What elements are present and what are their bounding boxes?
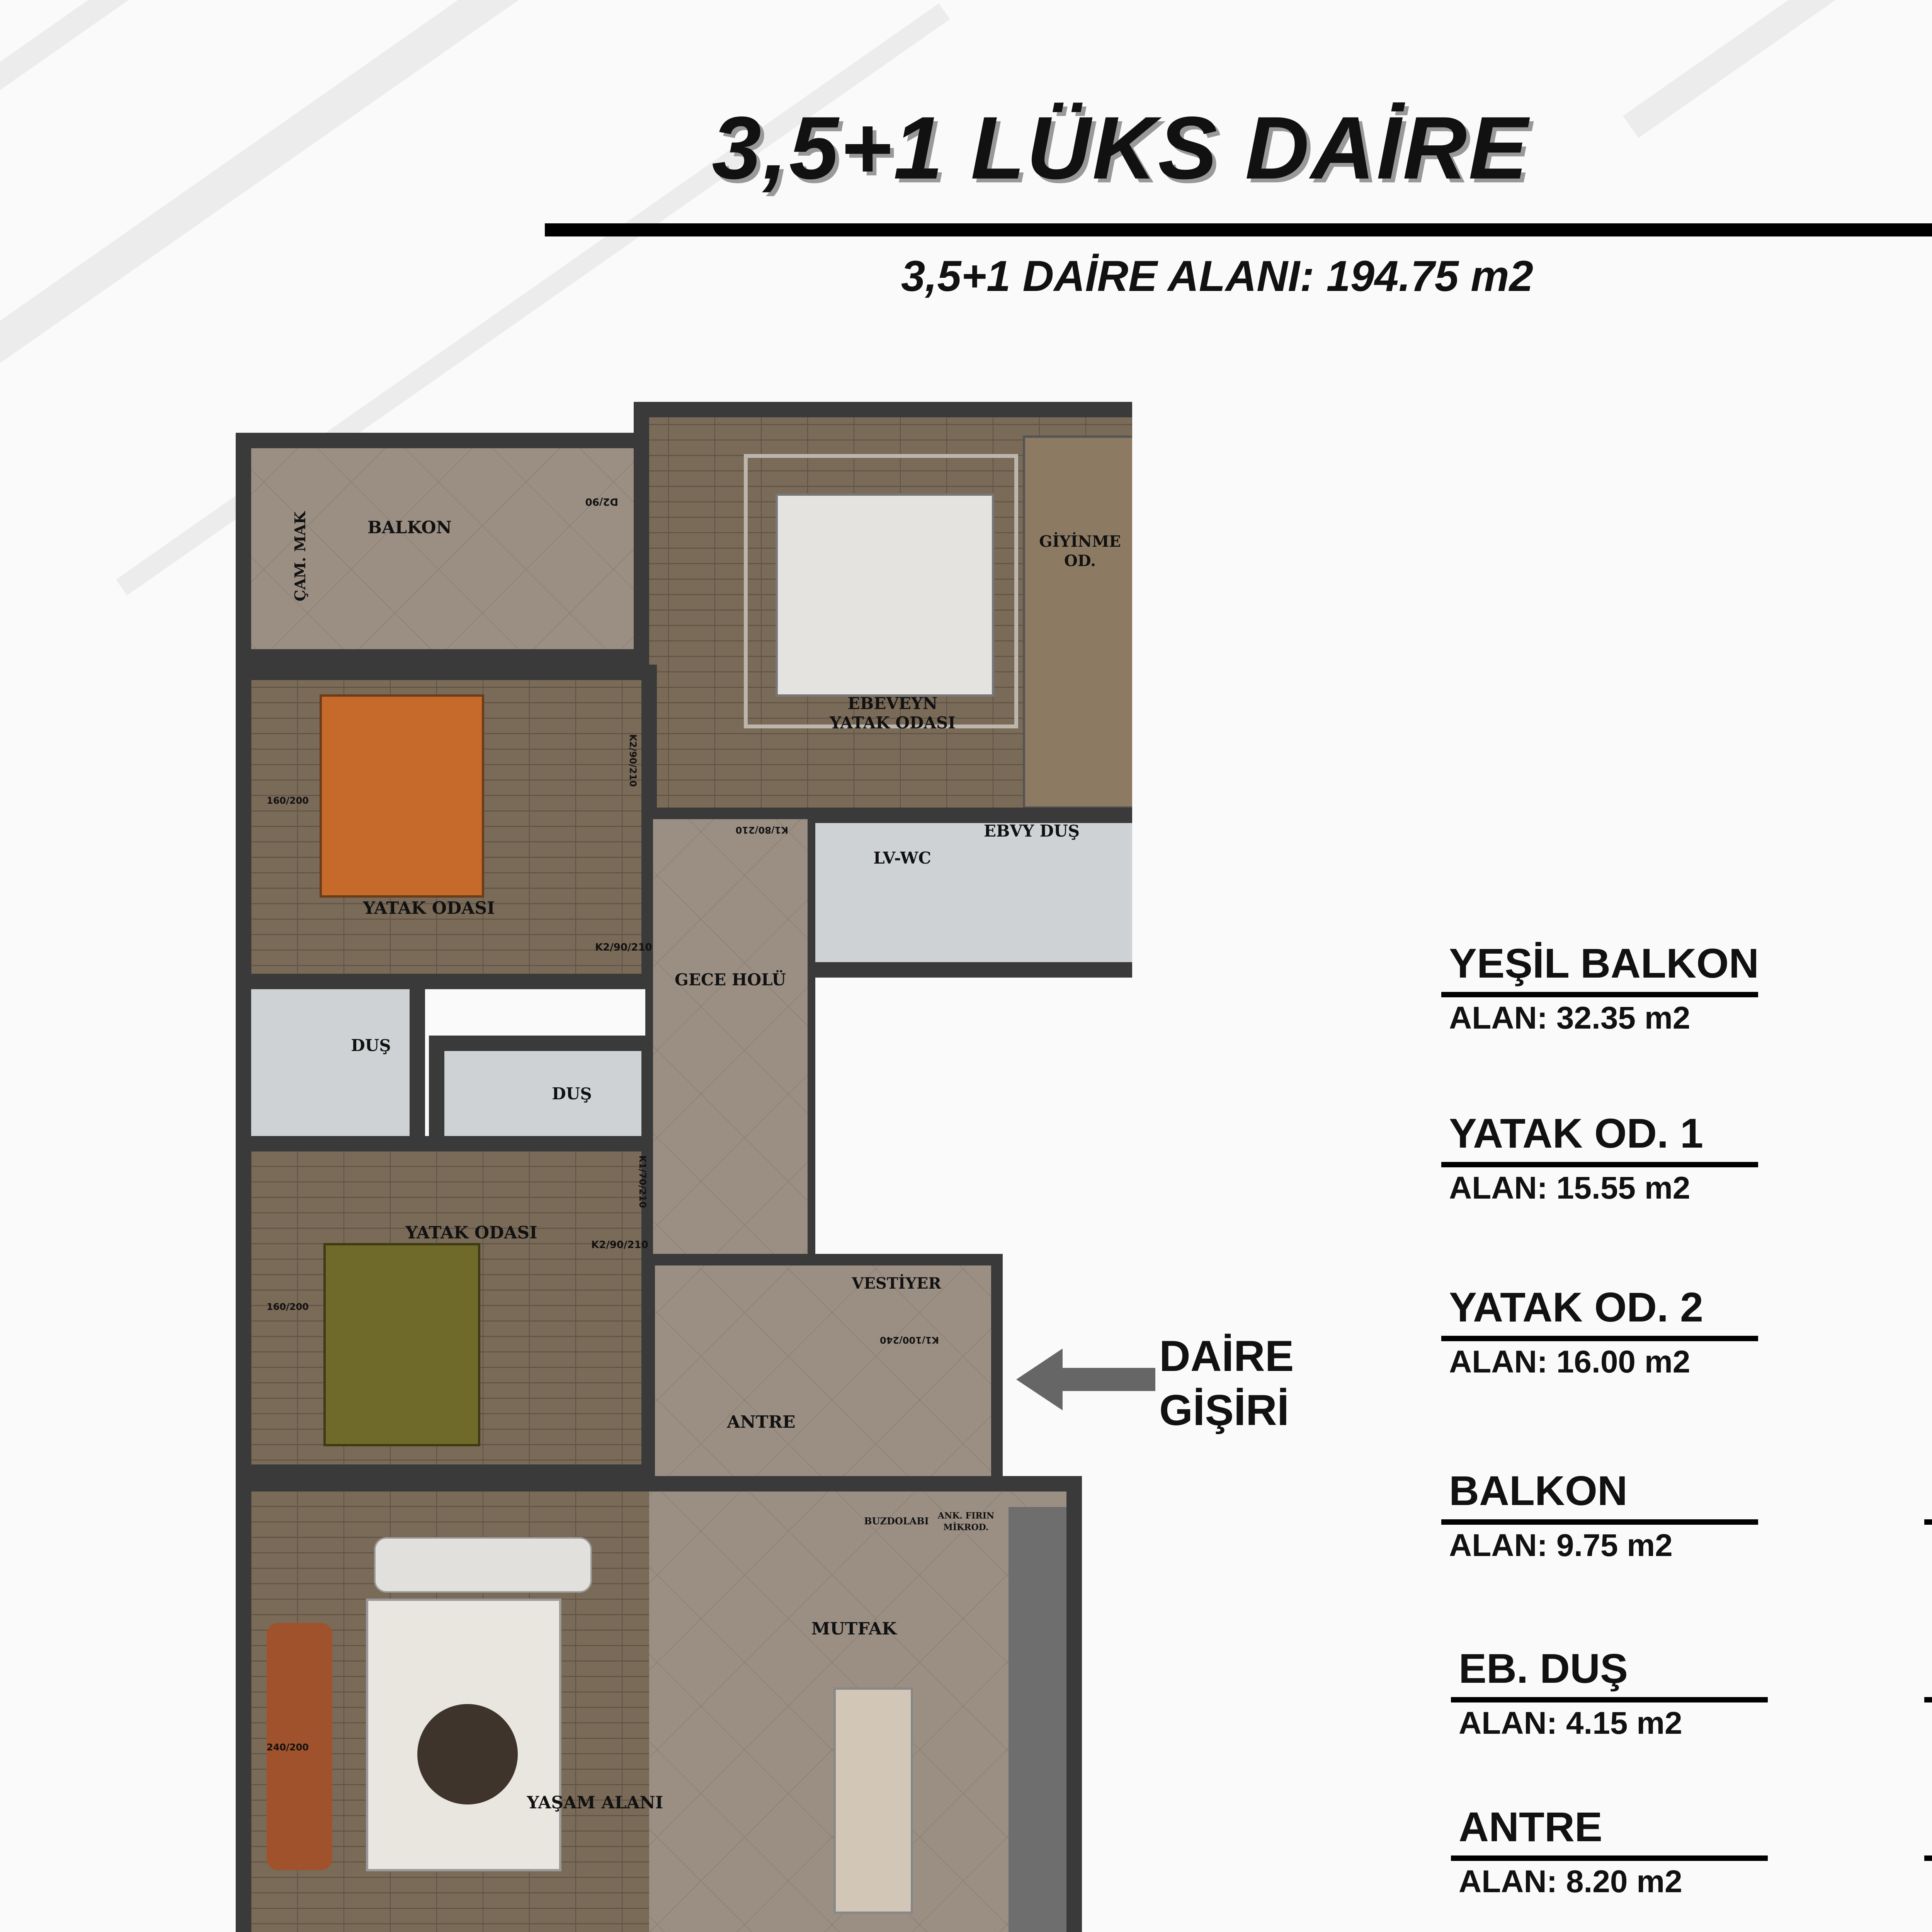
area-underline	[1924, 1519, 1932, 1525]
area-value: ALAN: 9.75 m2	[1449, 1528, 1673, 1563]
area-item	[1459, 1803, 1845, 1899]
kitchen-island-icon	[835, 1689, 912, 1913]
label-lv-wc: LV-WC	[873, 849, 931, 867]
label-ank-firin: ANK. FIRIN	[937, 1511, 995, 1521]
label-dus-2: DUŞ	[552, 1084, 592, 1103]
area-name: YATAK OD. 2	[1449, 1284, 1704, 1330]
window-tag: 160/200	[267, 795, 309, 806]
label-antre: ANTRE	[727, 1412, 796, 1432]
area-name: ANTRE	[1459, 1803, 1602, 1850]
sofa-icon	[375, 1538, 591, 1592]
label-yatak-odasi-1: YATAK ODASI	[363, 898, 495, 918]
label-buzdolabi: BUZDOLABI	[864, 1515, 929, 1527]
window-tag: 160/200	[267, 1301, 309, 1312]
area-underline	[1441, 1519, 1758, 1525]
door-tag: K1/70/210	[637, 1155, 648, 1208]
area-item	[1449, 1466, 1835, 1563]
area-item	[1449, 1283, 1835, 1379]
area-underline	[1441, 992, 1758, 997]
area-name: EB. DUŞ	[1459, 1645, 1628, 1692]
door-tag: K2/90/210	[628, 734, 638, 787]
entrance-label-line2: GİŞİRİ	[1159, 1386, 1289, 1434]
area-value: ALAN: 15.55 m2	[1449, 1170, 1690, 1206]
area-underline	[1924, 1697, 1932, 1702]
window-tag: 240/200	[267, 1742, 309, 1753]
area-underline	[1451, 1855, 1768, 1861]
area-item	[1449, 1109, 1835, 1206]
door-tag: D2/90	[585, 496, 618, 507]
door-tag: K2/90/210	[591, 1239, 648, 1251]
page-title: 3,5+1 LÜKS DAİRE	[712, 98, 1529, 197]
label-giyinme-od: OD.	[1064, 552, 1096, 570]
door-tag: K1/100/240	[879, 1335, 939, 1345]
bed-icon	[325, 1244, 479, 1445]
wardrobe-icon	[1024, 437, 1132, 808]
door-tag: K2/90/210	[595, 942, 652, 953]
arrow-left-icon	[1016, 1341, 1163, 1418]
label-giyinme: GİYİNME	[1039, 532, 1121, 551]
label-ebvy-dus: EBVY DUŞ	[983, 821, 1080, 840]
floor-plan	[89, 394, 1132, 1932]
title-divider	[545, 223, 1932, 236]
label-balkon: BALKON	[367, 518, 452, 537]
area-underline	[1451, 1697, 1768, 1702]
label-cam-mak: ÇAM. MAK	[291, 511, 309, 602]
area-item	[1449, 939, 1835, 1036]
area-value: ALAN: 4.15 m2	[1459, 1706, 1682, 1741]
area-name: YATAK OD. 1	[1449, 1110, 1704, 1156]
area-underline	[1441, 1162, 1758, 1167]
label-mikrodalga: MİKROD.	[943, 1522, 989, 1532]
label-gece-holu: GECE HOLÜ	[674, 970, 786, 989]
coffee-table-icon	[417, 1704, 518, 1804]
label-yatak-odasi-2: YATAK ODASI	[405, 1223, 537, 1243]
area-value: ALAN: 8.20 m2	[1459, 1864, 1682, 1899]
room-antre	[649, 1260, 997, 1499]
label-yasam-alani: YAŞAM ALANI	[527, 1793, 663, 1813]
door-tag: K1/80/210	[735, 825, 788, 835]
entrance-label-line1: DAİRE	[1159, 1332, 1294, 1380]
area-name: YEŞİL BALKON	[1449, 940, 1759, 986]
label-vestiyer: VESTİYER	[852, 1274, 941, 1293]
page-subtitle: 3,5+1 DAİRE ALANI: 194.75 m2	[901, 252, 1534, 300]
area-underline	[1924, 1855, 1932, 1861]
entrance-label	[1159, 1329, 1294, 1437]
area-underline	[1441, 1336, 1758, 1341]
label-ebeveyn: EBEVEYN	[847, 694, 938, 713]
area-value: ALAN: 32.35 m2	[1449, 1000, 1690, 1036]
area-name: BALKON	[1449, 1467, 1628, 1514]
label-dus-1: DUŞ	[351, 1036, 391, 1055]
kitchen-counter-icon	[1009, 1507, 1066, 1932]
bed-icon	[321, 696, 483, 896]
area-value: ALAN: 16.00 m2	[1449, 1344, 1690, 1379]
area-table	[1422, 927, 1932, 1917]
label-ebeveyn-sub: YATAK ODASI	[830, 713, 956, 732]
bed-icon	[777, 495, 993, 696]
area-item	[1459, 1644, 1845, 1741]
room-dus-1	[243, 981, 417, 1144]
label-mutfak: MUTFAK	[811, 1619, 897, 1639]
